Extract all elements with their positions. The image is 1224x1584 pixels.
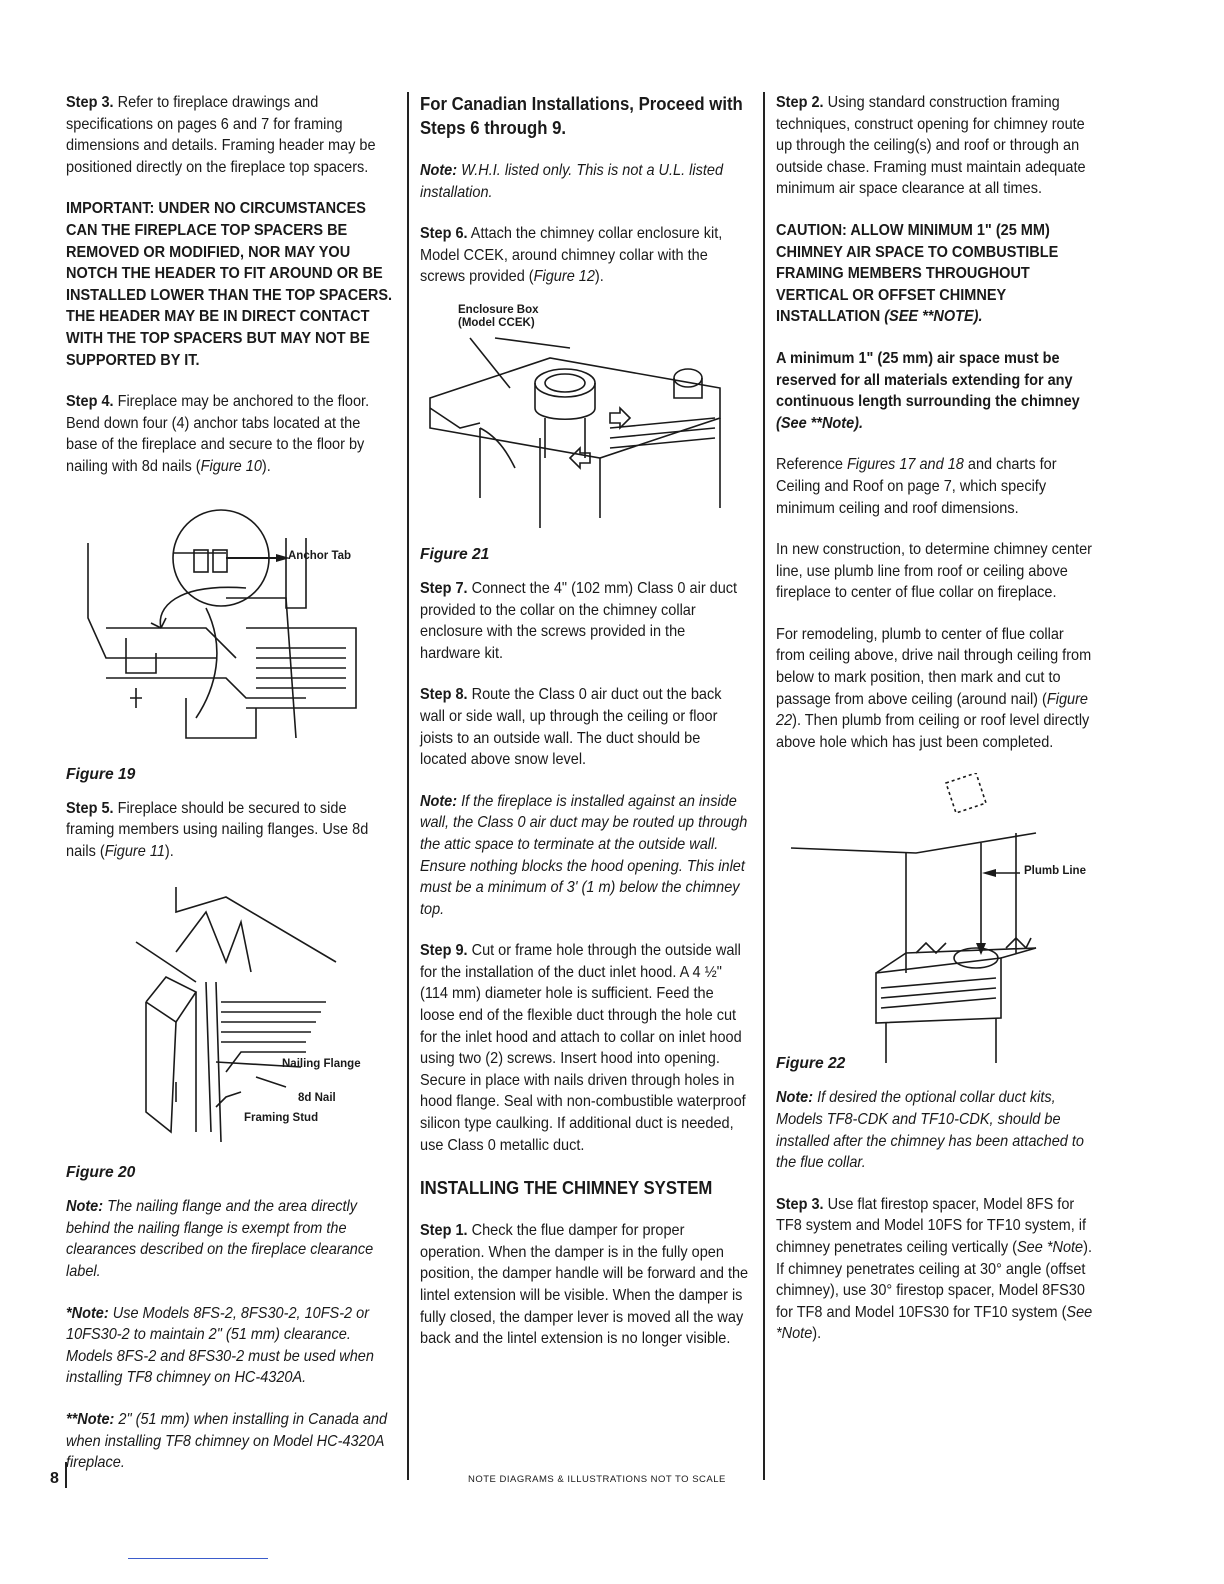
step-4-paragraph: Step 4. Fireplace may be anchored to the floor. Bend down four (4) anchor tabs located at the base of the fireplace and secure to the floor by nailing with 8d nails (Figure 10). — [66, 393, 370, 475]
column-3 — [776, 92, 1098, 1365]
8d-nail-label: 8d Nail — [298, 1092, 336, 1105]
anchor-tab-label: Anchor Tab — [288, 549, 352, 562]
reference-paragraph: Reference Figures 17 and 18 and charts for Ceiling and Roof on page 7, which specify minimum ceiling and roof dimensions. — [776, 456, 1057, 517]
column-rule-left — [407, 92, 409, 1480]
figure-20-diagram — [66, 882, 396, 1152]
important-warning: IMPORTANT: UNDER NO CIRCUMSTANCES CAN THE FIREPLACE TOP SPACERS BE REMOVED OR MODIFIED, NOR MAY YOU NOTCH THE HEADER TO FIT AROUND OR BE INSTALLED LOWER THAN THE TOP SPACERS. THE HEADER MAY BE IN DIRECT CONTACT WITH THE TOP SPACERS BUT MAY NOT BE SUPPORTED BY IT. — [66, 200, 393, 369]
step-7-paragraph: Step 7. Connect the 4" (102 mm) Class 0 air duct provided to the collar on the chimney collar enclosure with the screws provided in the hardware kit. — [420, 579, 738, 662]
step-9-paragraph: Step 9. Cut or frame hole through the outside wall for the installation of the duct inlet hood. A 4 ½" (114 mm) diameter hole is sufficient. Feed the loose end of the flexible duct through the hole cut for the inlet hood and attach to collar on inlet hood using two (2) screws. Insert hood into opening. Secure in place with nails driven through holes in hood flange. Seal with non-combustible waterproof silicon type caulking. If additional duct is needed, use Class 0 metallic duct. — [420, 942, 746, 1154]
note-nailing-flange: Note: The nailing flange and the area directly behind the nailing flange is exempt from the clearances described on the fireplace clearance label. — [66, 1198, 374, 1281]
anchor-tab-illustration — [66, 498, 396, 758]
figure-22-diagram — [776, 773, 1098, 1063]
canadian-installations-heading: For Canadian Installations, Proceed with Steps 6 through 9. — [420, 94, 743, 138]
step-6-paragraph: Step 6. Attach the chimney collar enclosure kit, Model CCEK, around chimney collar with the screws provided (Figure 12). — [420, 225, 723, 286]
step-2-paragraph: Step 2. Using standard construction framing techniques, construct opening for chimney route up through the ceiling(s) and roof or through an outside chase. Framing must maintain adequate minimum air space clearance at all times. — [776, 94, 1086, 198]
step-1-paragraph: Step 1. Check the flue damper for proper operation. When the damper is in the fully open position, the damper handle will be forward and the lintel extension will be visible. When the damper is fully closed, the damper lever is moved all the way back and the lintel extension is no longer visible. — [420, 1222, 749, 1348]
plumb-line-label: Plumb Line — [1024, 865, 1086, 878]
collar-duct-note: Note: If desired the optional collar duct kits, Models TF8-CDK and TF10-CDK, should be installed after the chimney has been attached to the flue collar. — [776, 1089, 1084, 1172]
installing-chimney-heading: INSTALLING THE CHIMNEY SYSTEM — [420, 1178, 713, 1199]
step-3-paragraph: Step 3. Refer to fireplace drawings and specifications on pages 6 and 7 for framing dimensions and details. Framing header may be positioned directly on the fireplace top spacers. — [66, 94, 376, 176]
enclosure-box-model-label: (Model CCEK) — [458, 316, 535, 329]
note-canada: **Note: 2" (51 mm) when installing in Canada and when installing TF8 chimney on Model HC-4320A fireplace. — [66, 1411, 388, 1472]
figure-22-caption: Figure 22 — [776, 1055, 846, 1073]
framing-stud-label: Framing Stud — [244, 1112, 319, 1125]
inside-wall-note: Note: If the fireplace is installed against an inside wall, the Class 0 air duct may be routed up through the attic space to terminate at the outside wall. Ensure nothing blocks the hood opening. This inlet must be a minimum of 3' (1 m) below the chimney top. — [420, 792, 748, 918]
column-1 — [66, 92, 396, 1494]
remodeling-paragraph: For remodeling, plumb to center of flue collar from ceiling above, drive nail through ceiling from below to mark position, then mark and cut to passage from above ceiling (around nail) (Figure 22). Then plumb from ceiling or roof level directly above hole which has just been completed. — [776, 625, 1092, 751]
step-5-paragraph: Step 5. Fireplace should be secured to side framing members using nailing flanges. Use 8d nails (Figure 11). — [66, 799, 369, 860]
caution-warning: CAUTION: ALLOW MINIMUM 1" (25 MM) CHIMNEY AIR SPACE TO COMBUSTIBLE FRAMING MEMBERS THROUGHOUT VERTICAL OR OFFSET CHIMNEY INSTALLATION (SEE **NOTE). — [776, 221, 1059, 326]
step-3-firestop-paragraph: Step 3. Use flat firestop spacer, Model 8FS for TF8 system and Model 10FS for TF10 system, if chimney penetrates ceiling vertically (See *Note). If chimney penetrates ceiling at 30° angle (offset chimney), use 30° firestop spacer, Model 8FS30 for TF8 and Model 10FS30 for TF10 system (See *Note). — [776, 1195, 1093, 1343]
figure-20-caption: Figure 20 — [66, 1164, 136, 1182]
nailing-flange-illustration — [66, 882, 396, 1152]
column-rule-right — [763, 92, 765, 1480]
page-number: 8 — [50, 1470, 59, 1487]
minimum-air-space: A minimum 1" (25 mm) air space must be reserved for all materials extending for any continuous length surrounding the chimney (See **Note). — [776, 349, 1080, 432]
bottom-underline — [128, 1558, 268, 1559]
enclosure-box-illustration — [420, 308, 750, 538]
figure-19-diagram — [66, 498, 396, 758]
whi-note: Note: W.H.I. listed only. This is not a U.L. listed installation. — [420, 162, 724, 201]
figure-19-caption: Figure 19 — [66, 765, 136, 783]
step-8-paragraph: Step 8. Route the Class 0 air duct out the back wall or side wall, up through the ceiling or floor joists to an outside wall. The duct should be located above snow level. — [420, 686, 722, 769]
note-models-spacers: *Note: Use Models 8FS-2, 8FS30-2, 10FS-2 or 10FS30-2 to maintain 2" (51 mm) clearance. Models 8FS-2 and 8FS30-2 must be used when installing TF8 chimney on HC-4320A. — [66, 1304, 374, 1387]
column-2 — [420, 92, 750, 1370]
enclosure-box-label: Enclosure Box — [458, 303, 539, 316]
footer-note: NOTE DIAGRAMS & ILLUSTRATIONS NOT TO SCALE — [468, 1474, 726, 1485]
figure-21-caption: Figure 21 — [420, 545, 490, 563]
plumb-line-illustration — [776, 773, 1098, 1063]
figure-21-diagram — [420, 303, 750, 538]
nailing-flange-label: Nailing Flange — [282, 1058, 361, 1071]
new-construction-paragraph: In new construction, to determine chimney center line, use plumb line from roof or ceiling above fireplace to center of flue collar on fireplace. — [776, 541, 1092, 602]
